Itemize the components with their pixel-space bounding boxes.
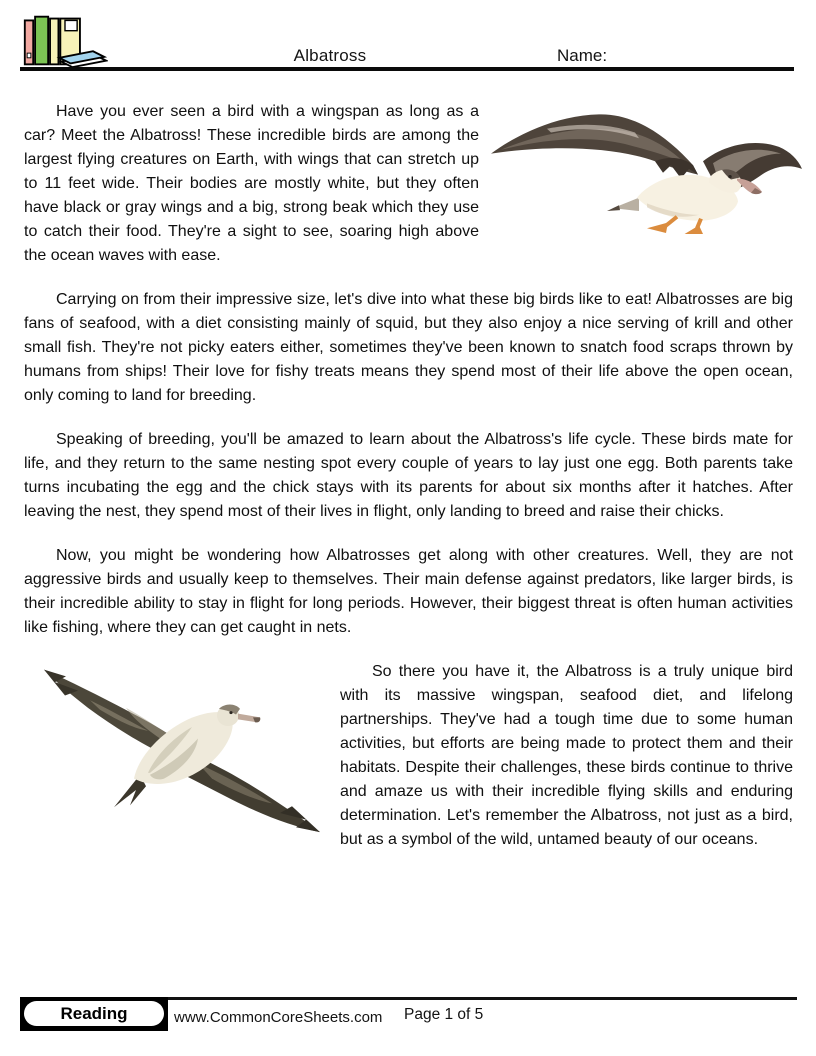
website-url: www.CommonCoreSheets.com bbox=[174, 1009, 383, 1026]
paragraph-2: Carrying on from their impressive size, let's dive into what these big birds like to eat! Albatrosses are big fans of seafood, with a diet consisting mainly of squid, but they also enjoy a nice serving of krill and other small fish. They're not picky eaters either, sometimes they've been known to snatch food scraps thrown by humans from ships! Their love for fishy treats means they spend most of their life above the open ocean, only coming to land for breeding. bbox=[24, 291, 793, 404]
page-title: Albatross bbox=[293, 46, 367, 65]
category-badge-label: Reading bbox=[24, 1001, 164, 1026]
reading-passage bbox=[24, 100, 793, 872]
paragraph-3: Speaking of breeding, you'll be amazed to learn about the Albatross's life cycle. These birds mate for life, and they return to the same nesting spot every couple of years to lay just one egg. Both parents take turns incubating the egg and the chick stays with its parents for about six months after it hatches. After leaving the nest, they spend most of their lives in flight, only landing to breed and raise their chicks. bbox=[24, 431, 793, 520]
albatross-flying-image bbox=[487, 100, 807, 234]
albatross-soaring-image bbox=[30, 662, 330, 834]
header-divider bbox=[20, 67, 794, 71]
paragraph-1: Have you ever seen a bird with a wingspan as long as a car? Meet the Albatross! These incredible birds are among the largest flying creatures on Earth, with wings that can stretch up to 11 feet wide. Their bodies are mostly white, but they often have black or gray wings and a big, strong beak which they use to catch their food. They're a sight to see, soaring high above the ocean waves with ease. bbox=[24, 103, 479, 264]
paragraph-4: Now, you might be wondering how Albatrosses get along with other creatures. Well, they are not aggressive birds and usually keep to themselves. Their main defense against predators, like larger birds, is their incredible ability to stay in flight for long periods. However, their biggest threat is often human activities like fishing, where they can get caught in nets. bbox=[24, 547, 793, 636]
paragraph-5: So there you have it, the Albatross is a truly unique bird with its massive wingspan, seafood diet, and lifelong partnerships. They've had a tough time due to some human activities, but efforts are being made to protect them and their habitats. Despite their challenges, these birds continue to thrive and amaze us with their incredible flying skills and enduring determination. Let's remember the Albatross, not just as a bird, but as a symbol of the wild, untamed beauty of our oceans. bbox=[340, 663, 793, 848]
name-field-label: Name: bbox=[557, 46, 608, 65]
page-number: Page 1 of 5 bbox=[404, 1006, 484, 1023]
books-logo-icon bbox=[22, 12, 108, 70]
category-badge bbox=[20, 997, 168, 1031]
